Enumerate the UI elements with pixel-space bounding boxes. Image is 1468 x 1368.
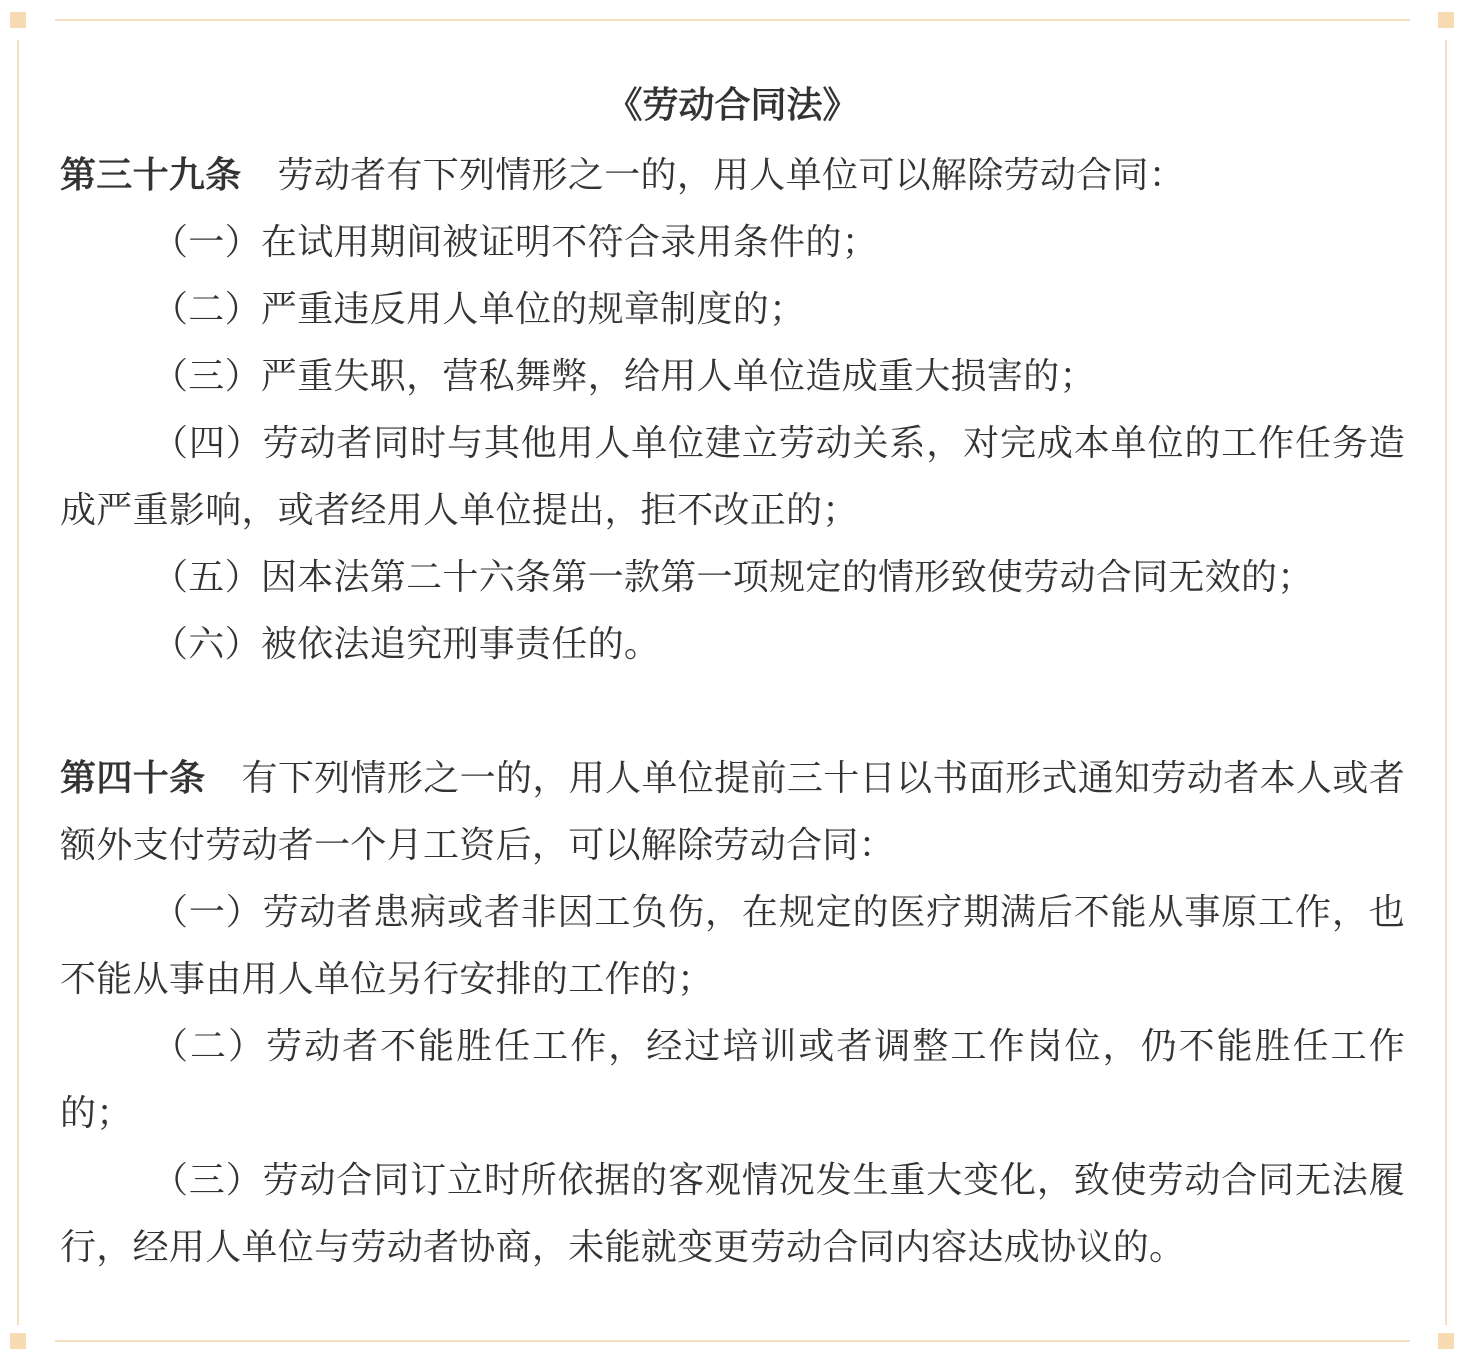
article-40-item-3: （三）劳动合同订立时所依据的客观情况发生重大变化，致使劳动合同无法履行，经用人单位与劳动者协商，未能就变更劳动合同内容达成协议的。 [60, 1160, 1405, 1268]
article-39-item-5: （五）因本法第二十六条第一款第一项规定的情形致使劳动合同无效的； [152, 557, 1314, 598]
article-40-intro-text: 有下列情形之一的，用人单位提前三十日以书面形式通知劳动者本人或者额外支付劳动者一个月工资后，可以解除劳动合同： [60, 758, 1405, 866]
article-39-item-6: （六）被依法追究刑事责任的。 [152, 624, 661, 665]
frame-top-line [55, 19, 1410, 21]
article-spacer [60, 678, 1405, 745]
article-39-item-4: （四）劳动者同时与其他用人单位建立劳动关系，对完成本单位的工作任务造成严重影响，或者经用人单位提出，拒不改正的； [60, 423, 1405, 531]
article-39-item-3: （三）严重失职，营私舞弊，给用人单位造成重大损害的； [152, 356, 1096, 397]
article-40-item-1: （一）劳动者患病或者非因工负伤，在规定的医疗期满后不能从事原工作，也不能从事由用人单位另行安排的工作的； [60, 892, 1405, 1000]
corner-bottom-left [10, 1333, 26, 1349]
article-39-intro-text: 劳动者有下列情形之一的，用人单位可以解除劳动合同： [277, 155, 1186, 196]
document-body [60, 80, 1405, 1281]
corner-top-right [1438, 12, 1454, 28]
frame-right-line [1445, 40, 1447, 1325]
article-39-intro [60, 142, 1405, 209]
article-40-item-2: （二）劳动者不能胜任工作，经过培训或者调整工作岗位，仍不能胜任工作的； [60, 1026, 1405, 1134]
article-40-intro [60, 745, 1405, 879]
article-39-item-1: （一）在试用期间被证明不符合录用条件的； [152, 222, 879, 263]
document-title: 《劳动合同法》 [606, 85, 859, 126]
frame-bottom-line [55, 1340, 1410, 1342]
corner-bottom-right [1438, 1333, 1454, 1349]
article-40-number: 第四十条 [60, 758, 206, 799]
corner-top-left [10, 12, 26, 28]
article-39-item-2: （二）严重违反用人单位的规章制度的； [152, 289, 806, 330]
article-39-number: 第三十九条 [60, 155, 242, 196]
frame-left-line [17, 40, 19, 1325]
